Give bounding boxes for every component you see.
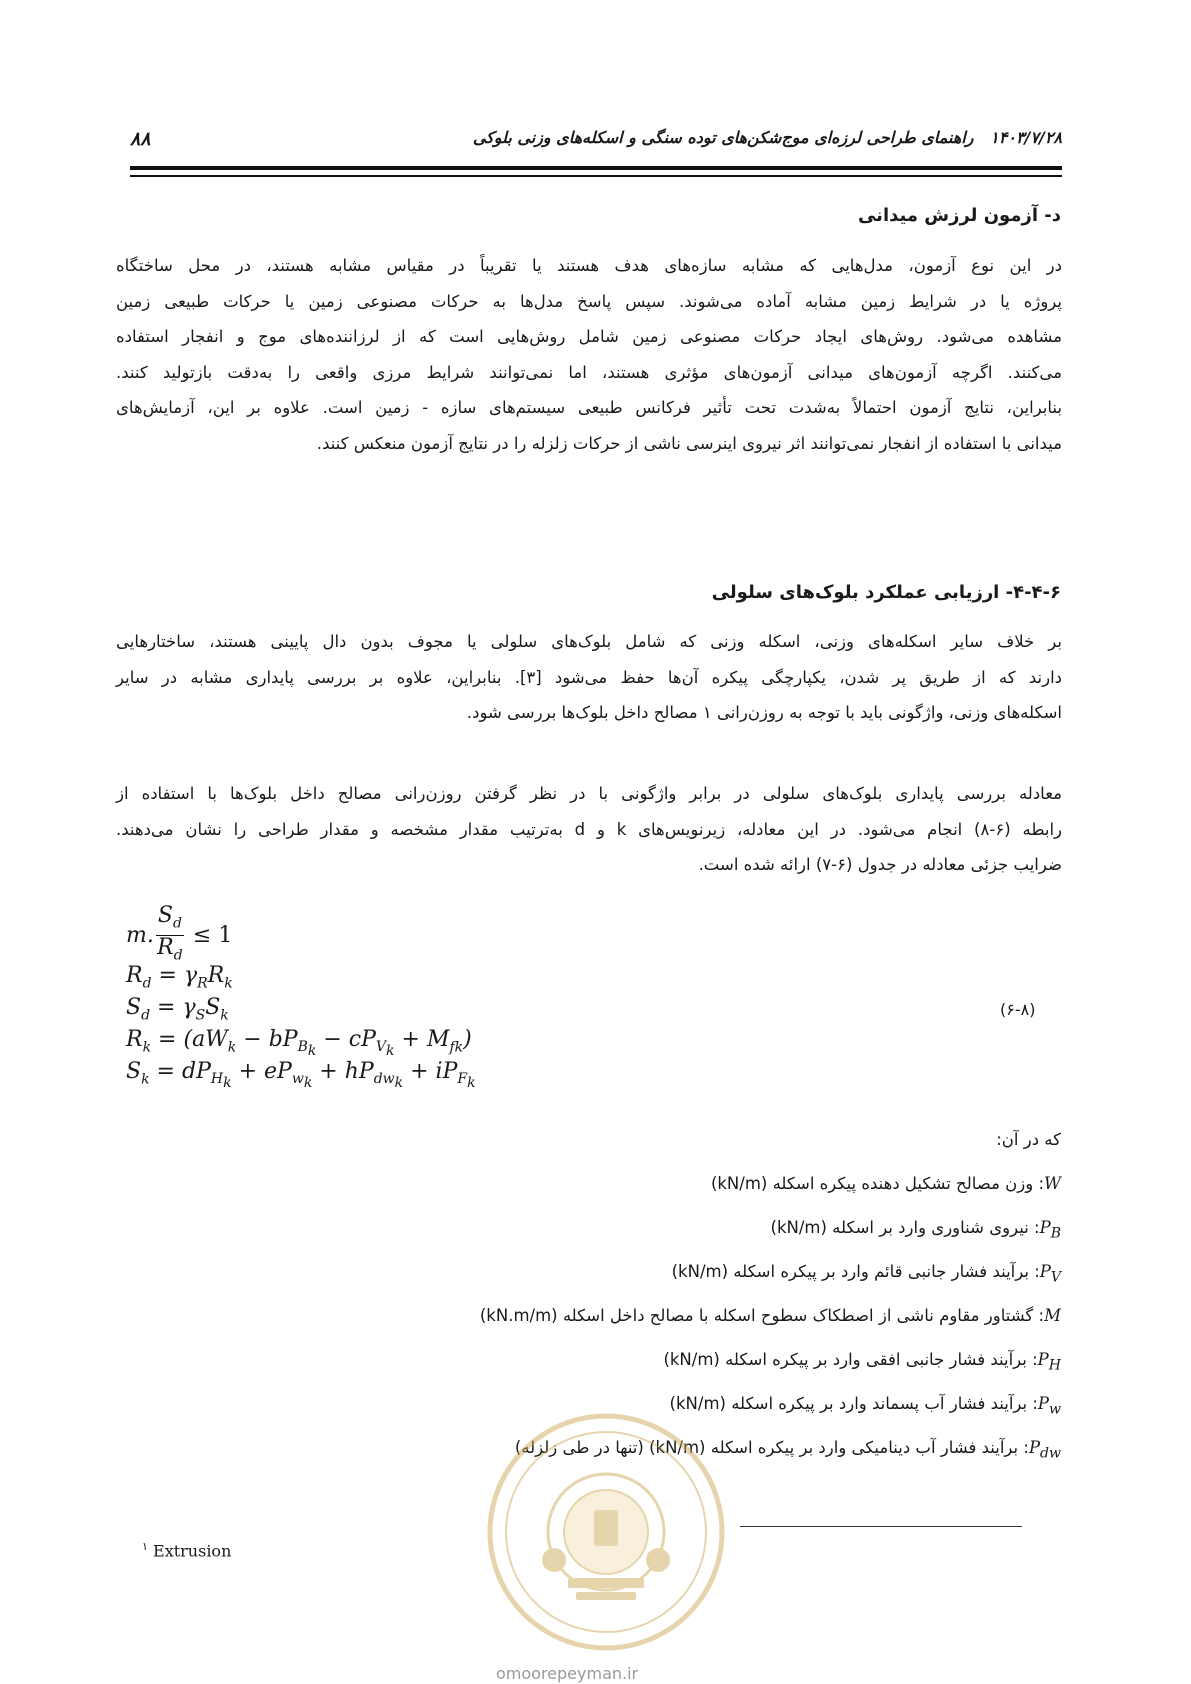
paragraph-line: دارند که از طریق پر شدن، یکپارچگی پیکره آن‌ها حفظ می‌شود [۳]. بنابراین، علاوه بر بررسی پایداری مشابه در سایر — [116, 667, 1063, 687]
section-464-paragraph-2 — [116, 776, 1062, 883]
section-d-heading: د- آزمون لرزش میدانی — [857, 205, 1061, 226]
definition-item: M: گشتاور مقاوم ناشی از اصطکاک سطوح اسکله با مصالح داخل اسکله (kN.m/m) — [479, 1306, 1061, 1325]
paragraph-line: ضرایب جزئی معادله در جدول (۶-۷) ارائه شده است. — [698, 855, 1062, 874]
watermark-text: omoorepeyman.ir — [496, 1664, 639, 1683]
definition-item: $P_V$: برآیند فشار جانبی قائم وارد بر پیکره اسکله (kN/m) — [671, 1262, 1061, 1286]
equation-line-1: m. $\frac{S_d}{R_d}$ ≤ 1 — [126, 904, 546, 960]
equation-fraction: $\frac{S_d}{R_d}$ — [157, 903, 183, 964]
paragraph-line: اسکله‌های وزنی، واژگونی باید با توجه به روزن‌رانی ۱ مصالح داخل بلوک‌ها بررسی شود. — [466, 703, 1062, 722]
paragraph-line: مشاهده می‌شود. روش‌های ایجاد حرکات مصنوعی زمین شامل روش‌هایی است که از لرزاننده‌های موج و انفجار استفاده — [116, 327, 1062, 346]
footnote-text: Extrusion — [153, 1541, 232, 1561]
equation-number: (۶-۸) — [1000, 1000, 1036, 1019]
definition-item: $P_{dw}$: برآیند فشار آب دینامیکی وارد بر پیکره اسکله (kN/m) (تنها در طی زلزله) — [514, 1438, 1061, 1462]
header-date: ۱۴۰۳/۷/۲۸ — [990, 128, 1062, 147]
definitions-intro: که در آن: — [996, 1130, 1061, 1149]
paragraph-line: رابطه (۶-۸) انجام می‌شود. در این معادله، زیرنویس‌های k و d به‌ترتیب مقدار مشخصه و مقدار طراحی را نشان می‌دهند. — [116, 819, 1062, 839]
running-header — [130, 128, 1062, 156]
equation-6-8 — [126, 903, 546, 1092]
paragraph-line: بر خلاف سایر اسکله‌های وزنی، اسکله وزنی که شامل بلوک‌های سلولی یا مجوف بدون دال پایینی هستند، ساختارهایی — [116, 632, 1062, 651]
paragraph-line: پروژه یا در شرایط زمین مشابه آماده می‌شوند. سپس پاسخ مدل‌ها به حرکات مصنوعی زمین یا حرکات طبیعی زمین — [116, 291, 1062, 311]
definition-item: $P_B$: نیروی شناوری وارد بر اسکله (kN/m) — [770, 1218, 1061, 1242]
header-rule-thick — [130, 166, 1062, 170]
equation-line-5: $S_k = dP_{H_k} + eP_{w_k} + hP_{dw_k} + iP_{F_k}$ — [126, 1059, 476, 1092]
header-title — [473, 128, 1062, 147]
section-464-paragraph-1 — [116, 624, 1062, 731]
definition-item: $P_H$: برآیند فشار جانبی افقی وارد بر پیکره اسکله (kN/m) — [663, 1350, 1061, 1374]
equation-line-2: $R_d = \gamma_RR_k$ — [126, 963, 233, 992]
section-d-paragraph — [116, 248, 1062, 461]
seal-watermark-icon — [484, 1410, 728, 1654]
equation-line-4: $R_k = (aW_k - bP_{B_k} - cP_{V_k} + M_{fk})$ — [126, 1027, 472, 1060]
paragraph-line: در این نوع آزمون، مدل‌هایی که مشابه سازه‌های هدف هستند یا تقریباً در مقیاس مشابه هستند، در محل ساختگاه — [116, 256, 1062, 275]
paragraph-line: می‌کنند. اگرچه آزمون‌های میدانی آزمون‌های مؤثری هستند، اما نمی‌توانند شرایط مرزی واقعی را به‌دقت بازتولید کنند. — [116, 362, 1062, 382]
paragraph-line: بنابراین، نتایج آزمون احتمالاً به‌شدت تحت تأثیر فرکانس طبیعی سیستم‌های سازه - زمین است. علاوه بر این، آزمایش‌های — [116, 398, 1062, 417]
equation-line-3: $S_d = \gamma_SS_k$ — [126, 995, 229, 1024]
header-book-title: راهنمای طراحی لرزه‌ای موج‌شکن‌های توده سنگی و اسکله‌های وزنی بلوکی — [472, 128, 974, 147]
paragraph-line: معادله بررسی پایداری بلوک‌های سلولی در برابر واژگونی با در نظر گرفتن روزن‌رانی مصالح داخل بلوک‌ها با استفاده از — [116, 784, 1062, 803]
header-rule-thin — [130, 175, 1062, 177]
page-number: ۸۸ — [130, 128, 151, 150]
definition-item: $P_w$: برآیند فشار آب پسماند وارد بر پیکره اسکله (kN/m) — [669, 1394, 1061, 1418]
footnote-rule — [740, 1526, 1022, 1527]
footnote — [142, 1540, 231, 1560]
paragraph-line: میدانی با استفاده از انفجار نمی‌توانند اثر نیروی اینرسی ناشی از حرکات زلزله را در نتایج آزمون منعکس کنند. — [316, 433, 1062, 453]
footnote-marker: ۱ — [142, 1540, 148, 1553]
section-464-heading: ۴-۴-۶- ارزیابی عملکرد بلوک‌های سلولی — [711, 582, 1061, 603]
definition-item: W: وزن مصالح تشکیل دهنده پیکره اسکله (kN/m) — [710, 1174, 1061, 1193]
